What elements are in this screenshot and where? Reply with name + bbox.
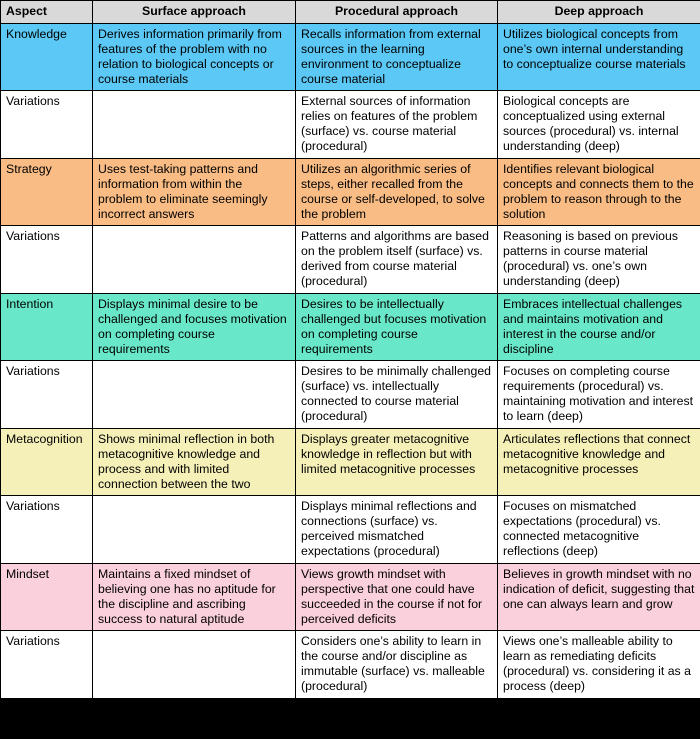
cell-variations-mindset-procedural-deep: Views one’s malleable ability to learn as remediating deficits (procedural) vs. considering it as a process (deep) — [498, 631, 700, 699]
cell-variations-metacognition-surface-procedural: Displays minimal reflections and connections (surface) vs. perceived mismatched expectations (procedural) — [296, 496, 498, 564]
table-row — [1, 158, 700, 226]
cell-variations-intention-blank — [93, 361, 296, 429]
header-row — [1, 1, 700, 24]
cell-metacognition-surface: Shows minimal reflection in both metacognitive knowledge and process and with limited connection between the two — [93, 428, 296, 496]
table-header — [1, 1, 700, 24]
table-row — [1, 361, 700, 429]
cell-strategy-procedural: Utilizes an algorithmic series of steps, either recalled from the course or self-developed, to solve the problem — [296, 158, 498, 226]
table-row — [1, 563, 700, 631]
cell-intention-deep: Embraces intellectual challenges and maintains motivation and interest in the course and/or discipline — [498, 293, 700, 361]
table-row — [1, 91, 700, 159]
cell-intention-surface: Displays minimal desire to be challenged and focuses motivation on completing course requirements — [93, 293, 296, 361]
table-row — [1, 428, 700, 496]
cell-mindset-procedural: Views growth mindset with perspective that one could have succeeded in the course if not for perceived deficits — [296, 563, 498, 631]
row-label-variations: Variations — [1, 91, 93, 159]
cell-variations-mindset-blank — [93, 631, 296, 699]
column-header-deep: Deep approach — [498, 1, 700, 24]
row-label-variations: Variations — [1, 496, 93, 564]
row-label-metacognition: Metacognition — [1, 428, 93, 496]
row-label-mindset: Mindset — [1, 563, 93, 631]
cell-mindset-deep: Believes in growth mindset with no indication of deficit, suggesting that one can always learn and grow — [498, 563, 700, 631]
row-label-variations: Variations — [1, 631, 93, 699]
table-body — [1, 23, 700, 698]
column-header-procedural: Procedural approach — [296, 1, 498, 24]
cell-metacognition-deep: Articulates reflections that connect metacognitive knowledge and metacognitive processes — [498, 428, 700, 496]
cell-knowledge-surface: Derives information primarily from features of the problem with no relation to biological concepts or course materials — [93, 23, 296, 91]
row-label-intention: Intention — [1, 293, 93, 361]
cell-knowledge-deep: Utilizes biological concepts from one’s own internal understanding to conceptualize course materials — [498, 23, 700, 91]
column-header-aspect: Aspect — [1, 1, 93, 24]
cell-mindset-surface: Maintains a fixed mindset of believing one has no aptitude for the discipline and ascribing success to natural aptitude — [93, 563, 296, 631]
row-label-strategy: Strategy — [1, 158, 93, 226]
cell-variations-metacognition-procedural-deep: Focuses on mismatched expectations (procedural) vs. connected metacognitive reflections (deep) — [498, 496, 700, 564]
cell-variations-strategy-procedural-deep: Reasoning is based on previous patterns in course material (procedural) vs. one’s own understanding (deep) — [498, 226, 700, 294]
table-row — [1, 631, 700, 699]
cell-variations-knowledge-blank — [93, 91, 296, 159]
cell-variations-knowledge-surface-procedural: External sources of information relies on features of the problem (surface) vs. course material (procedural) — [296, 91, 498, 159]
table-row — [1, 293, 700, 361]
table-row — [1, 23, 700, 91]
column-header-surface: Surface approach — [93, 1, 296, 24]
cell-variations-metacognition-blank — [93, 496, 296, 564]
cell-strategy-surface: Uses test-taking patterns and information from within the problem to eliminate seemingly incorrect answers — [93, 158, 296, 226]
cell-variations-intention-procedural-deep: Focuses on completing course requirements (procedural) vs. maintaining motivation and interest to learn (deep) — [498, 361, 700, 429]
cell-variations-intention-surface-procedural: Desires to be minimally challenged (surface) vs. intellectually connected to course material (procedural) — [296, 361, 498, 429]
cell-variations-strategy-surface-procedural: Patterns and algorithms are based on the problem itself (surface) vs. derived from course material (procedural) — [296, 226, 498, 294]
table-row — [1, 226, 700, 294]
row-label-variations: Variations — [1, 361, 93, 429]
table-row — [1, 496, 700, 564]
cell-metacognition-procedural: Displays greater metacognitive knowledge in reflection but with limited metacognitive processes — [296, 428, 498, 496]
cell-knowledge-procedural: Recalls information from external sources in the learning environment to conceptualize course material — [296, 23, 498, 91]
cell-variations-strategy-blank — [93, 226, 296, 294]
cell-strategy-deep: Identifies relevant biological concepts and connects them to the problem to reason through to the solution — [498, 158, 700, 226]
cell-variations-mindset-surface-procedural: Considers one’s ability to learn in the course and/or discipline as immutable (surface) vs. malleable (procedural) — [296, 631, 498, 699]
cell-intention-procedural: Desires to be intellectually challenged but focuses motivation on completing course requirements — [296, 293, 498, 361]
row-label-knowledge: Knowledge — [1, 23, 93, 91]
row-label-variations: Variations — [1, 226, 93, 294]
cell-variations-knowledge-procedural-deep: Biological concepts are conceptualized using external sources (procedural) vs. internal understanding (deep) — [498, 91, 700, 159]
